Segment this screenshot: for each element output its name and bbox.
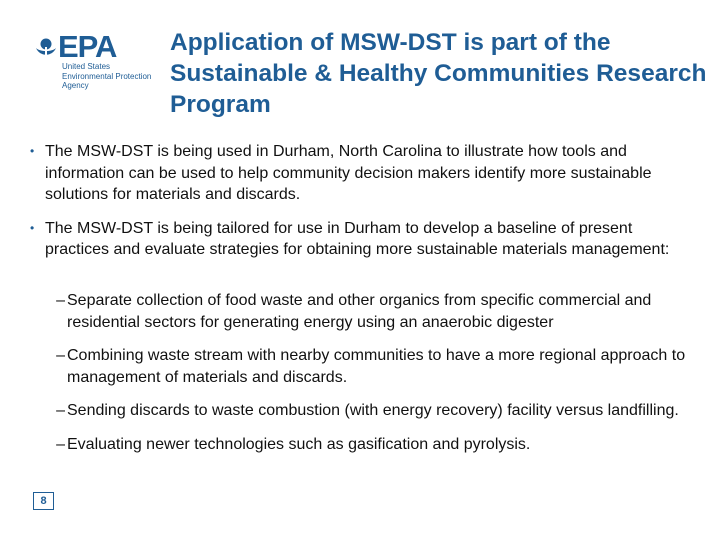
sub-bullet-item [56,345,687,388]
sub-bullet-text: Sending discards to waste combustion (with energy recovery) facility versus landfilling. [67,402,679,419]
agency-line-2: Environmental Protection [62,71,152,81]
bullet-marker: • [30,220,35,235]
epa-wordmark: EPA [58,29,117,64]
dash-marker: – [56,402,65,419]
agency-line-1: United States [62,62,111,71]
dash-marker: – [56,347,65,364]
sub-bullet-item [56,400,687,422]
epa-logo [34,29,174,93]
slide-title: Application of MSW-DST is part of the Sustainable & Healthy Communities Research Program [170,29,707,118]
epa-flower-icon [34,35,58,59]
sub-bullet-text: Combining waste stream with nearby communities to have a more regional approach to management of materials and discards. [67,347,686,386]
agency-name [62,62,151,91]
dash-marker: – [56,435,65,453]
dash-marker: – [56,292,65,309]
bullet-item [30,141,690,206]
bullet-text: The MSW-DST is being used in Durham, North Carolina to illustrate how tools and information can be used to help community decision makers identify more sustainable solutions for materials and discards. [45,143,652,203]
sub-bullet-item [56,434,687,456]
sub-bullet-text: Separate collection of food waste and other organics from specific commercial and residential sectors for generating energy using an anaerobic digester [67,292,652,331]
sub-bullet-item [56,290,687,333]
main-bullet-list [30,141,690,273]
sub-bullet-text: Evaluating newer technologies such as gasification and pyrolysis. [67,435,531,453]
agency-line-3: Agency [62,81,89,90]
bullet-item [30,218,690,261]
page-number: 8 [33,492,54,510]
sub-bullet-list [56,290,687,455]
bullet-text: The MSW-DST is being tailored for use in Durham to develop a baseline of present practices and evaluate strategies for obtaining more sustainable materials management: [45,219,670,258]
bullet-marker: • [30,144,35,158]
